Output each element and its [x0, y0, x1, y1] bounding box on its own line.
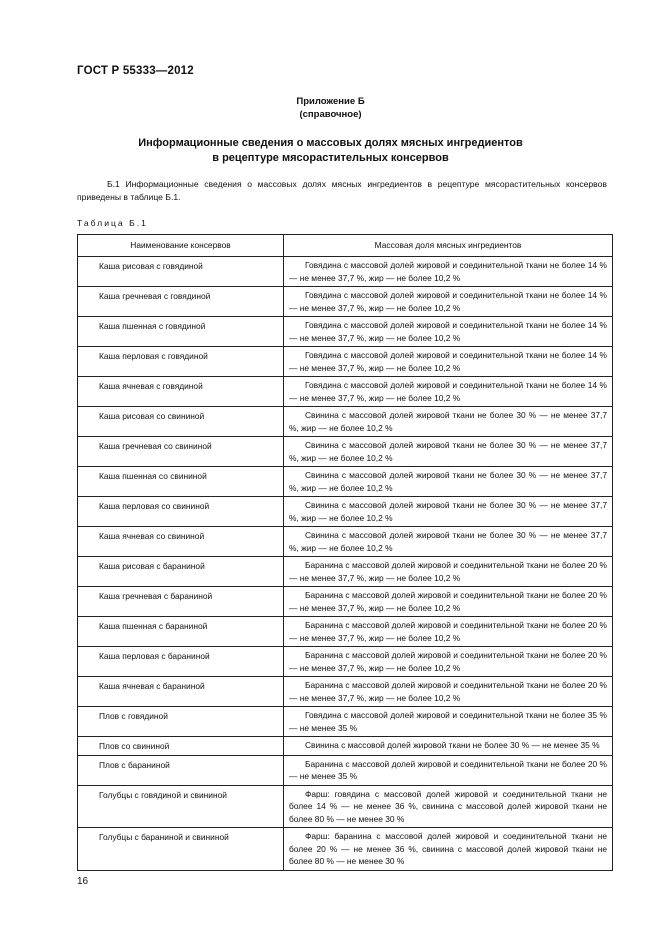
- product-name-cell: Плов со свининой: [78, 737, 284, 756]
- page-number: 16: [77, 876, 89, 887]
- product-name-cell: Каша перловая с говядиной: [78, 347, 284, 377]
- document-code: ГОСТ Р 55333—2012: [77, 65, 194, 77]
- ingredients-table: [77, 234, 613, 871]
- product-name-cell: Каша перловая со свининой: [78, 497, 284, 527]
- meat-share-cell: Свинина с массовой долей жировой ткани не более 30 % — не менее 37,7 %, жир — не более 10,2 %: [284, 527, 613, 557]
- table-row: [78, 617, 613, 647]
- product-name-cell: Голубцы с говядиной и свининой: [78, 785, 284, 828]
- table-row: [78, 287, 613, 317]
- product-name-cell: Каша ячневая с бараниной: [78, 677, 284, 707]
- table-row: [78, 737, 613, 756]
- meat-share-cell: Свинина с массовой долей жировой ткани не более 30 % — не менее 37,7 %, жир — не более 10,2 %: [284, 437, 613, 467]
- table-row: [78, 755, 613, 785]
- product-name-cell: Каша рисовая с бараниной: [78, 557, 284, 587]
- meat-share-cell: Фарш: говядина с массовой долей жировой и соединительной ткани не более 14 % — не менее 36 %, свинина с массовой долей жировой ткани не более 80 % — не менее 30 %: [284, 785, 613, 828]
- column-header-meat-share: Массовая доля мясных ингредиентов: [284, 235, 613, 257]
- column-header-product: Наименование консервов: [78, 235, 284, 257]
- meat-share-cell: Свинина с массовой долей жировой ткани не более 30 % — не менее 37,7 %, жир — не более 10,2 %: [284, 407, 613, 437]
- table-row: [78, 347, 613, 377]
- product-name-cell: Каша ячневая с говядиной: [78, 377, 284, 407]
- section-title-line-1: Информационные сведения о массовых долях мясных ингредиентов: [138, 137, 523, 149]
- table-row: [78, 647, 613, 677]
- table-row: [78, 317, 613, 347]
- table-row: [78, 377, 613, 407]
- product-name-cell: Каша рисовая с говядиной: [78, 257, 284, 287]
- meat-share-cell: Говядина с массовой долей жировой и соединительной ткани не более 35 % — не менее 35 %: [284, 707, 613, 737]
- meat-share-cell: Говядина с массовой долей жировой и соединительной ткани не более 14 % — не менее 37,7 %, жир — не более 10,2 %: [284, 317, 613, 347]
- table-row: [78, 707, 613, 737]
- table-header-row: [78, 235, 613, 257]
- table-caption: Таблица Б.1: [77, 218, 148, 228]
- table-row: [78, 257, 613, 287]
- table-row: [78, 407, 613, 437]
- product-name-cell: Каша рисовая со свининой: [78, 407, 284, 437]
- product-name-cell: Каша гречневая с говядиной: [78, 287, 284, 317]
- meat-share-cell: Говядина с массовой долей жировой и соединительной ткани не более 14 % — не менее 37,7 %, жир — не более 10,2 %: [284, 347, 613, 377]
- table-row: [78, 557, 613, 587]
- meat-share-cell: Говядина с массовой долей жировой и соединительной ткани не более 14 % — не менее 37,7 %, жир — не более 10,2 %: [284, 377, 613, 407]
- product-name-cell: Каша перловая с бараниной: [78, 647, 284, 677]
- meat-share-cell: Баранина с массовой долей жировой и соединительной ткани не более 20 % — не менее 35 %: [284, 755, 613, 785]
- meat-share-cell: Фарш: баранина с массовой долей жировой и соединительной ткани не более 20 % — не менее 36 %, свинина с массовой долей жировой ткани не более 80 % — не менее 30 %: [284, 828, 613, 871]
- meat-share-cell: Баранина с массовой долей жировой и соединительной ткани не более 20 % — не менее 37,7 %, жир — не более 10,2 %: [284, 587, 613, 617]
- product-name-cell: Каша ячневая со свининой: [78, 527, 284, 557]
- annex-note: (справочное): [299, 109, 362, 120]
- table-row: [78, 785, 613, 828]
- table-row: [78, 587, 613, 617]
- meat-share-cell: Баранина с массовой долей жировой и соединительной ткани не более 20 % — не менее 37,7 %, жир — не более 10,2 %: [284, 677, 613, 707]
- product-name-cell: Каша гречневая с бараниной: [78, 587, 284, 617]
- table-row: [78, 828, 613, 871]
- meat-share-cell: Говядина с массовой долей жировой и соединительной ткани не более 14 % — не менее 37,7 %, жир — не более 10,2 %: [284, 257, 613, 287]
- meat-share-cell: Баранина с массовой долей жировой и соединительной ткани не более 20 % — не менее 37,7 %, жир — не более 10,2 %: [284, 647, 613, 677]
- table-row: [78, 437, 613, 467]
- meat-share-cell: Свинина с массовой долей жировой ткани не более 30 % — не менее 37,7 %, жир — не более 10,2 %: [284, 467, 613, 497]
- product-name-cell: Каша пшенная со свининой: [78, 467, 284, 497]
- table-row: [78, 467, 613, 497]
- meat-share-cell: Свинина с массовой долей жировой ткани не более 30 % — не менее 37,7 %, жир — не более 10,2 %: [284, 497, 613, 527]
- section-title: [0, 136, 661, 166]
- product-name-cell: Плов с бараниной: [78, 755, 284, 785]
- meat-share-cell: Баранина с массовой долей жировой и соединительной ткани не более 20 % — не менее 37,7 %, жир — не более 10,2 %: [284, 557, 613, 587]
- meat-share-cell: Говядина с массовой долей жировой и соединительной ткани не более 14 % — не менее 37,7 %, жир — не более 10,2 %: [284, 287, 613, 317]
- product-name-cell: Каша гречневая со свининой: [78, 437, 284, 467]
- intro-paragraph: Б.1 Информационные сведения о массовых долях мясных ингредиентов в рецептуре мясорастительных консервов приведены в таблице Б.1.: [77, 179, 607, 202]
- product-name-cell: Плов с говядиной: [78, 707, 284, 737]
- section-title-line-2: в рецептуре мясорастительных консервов: [212, 152, 449, 164]
- meat-share-cell: Баранина с массовой долей жировой и соединительной ткани не более 20 % — не менее 37,7 %, жир — не более 10,2 %: [284, 617, 613, 647]
- table-row: [78, 497, 613, 527]
- table-row: [78, 677, 613, 707]
- product-name-cell: Голубцы с бараниной и свининой: [78, 828, 284, 871]
- product-name-cell: Каша пшенная с говядиной: [78, 317, 284, 347]
- product-name-cell: Каша пшенная с бараниной: [78, 617, 284, 647]
- annex-title: Приложение Б: [296, 96, 365, 107]
- meat-share-cell: Свинина с массовой долей жировой ткани не более 30 % — не менее 35 %: [284, 737, 613, 756]
- table-body: [78, 257, 613, 871]
- table-row: [78, 527, 613, 557]
